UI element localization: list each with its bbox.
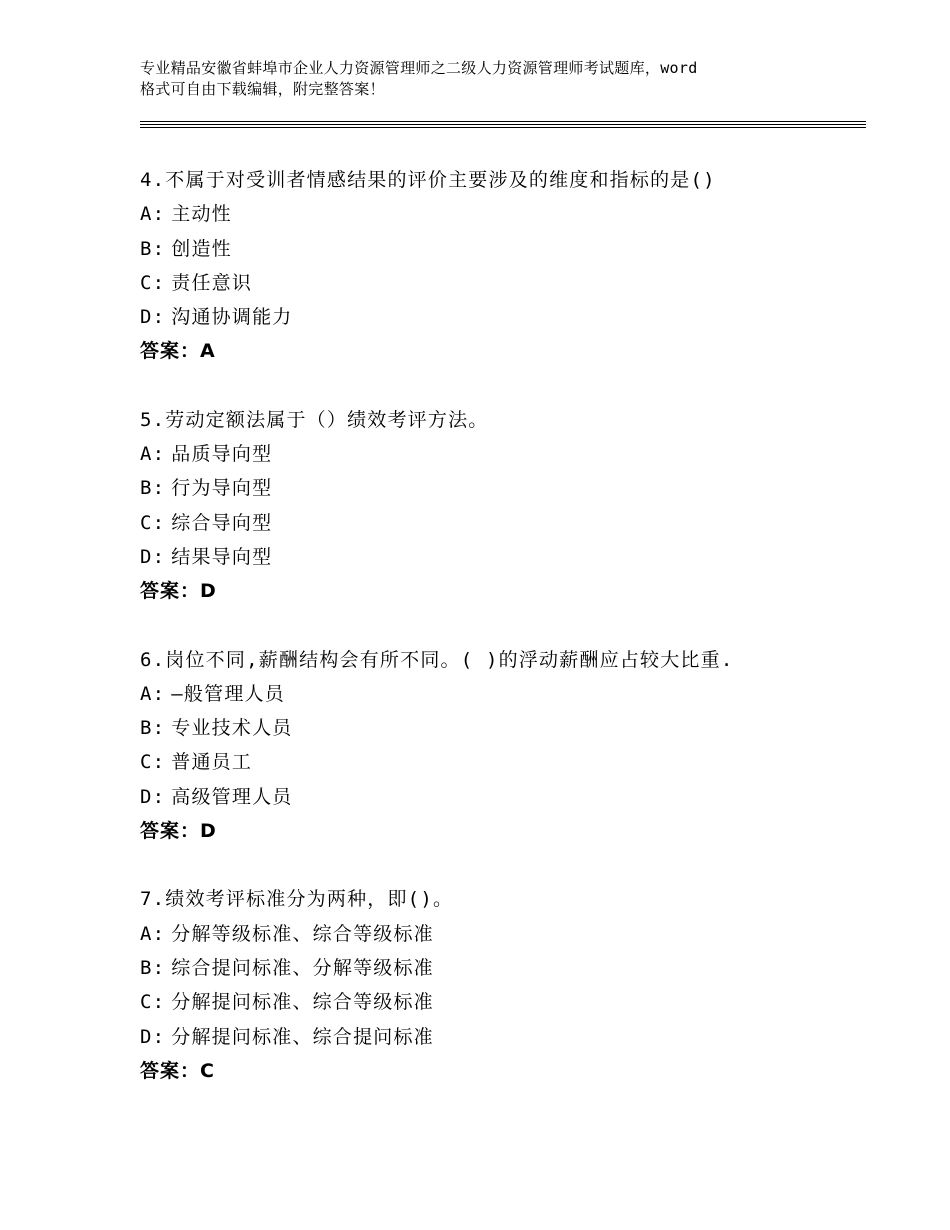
question-title: 5.劳动定额法属于（）绩效考评方法。 [140,408,489,431]
option-text: 普通员工 [171,751,253,774]
option-text: 行为导向型 [171,477,273,500]
option-separator: : [152,717,166,740]
header-divider-middle [140,124,866,125]
option-c [140,506,866,540]
option-separator: : [152,922,166,945]
option-letter: A [140,682,153,705]
option-b [140,711,866,745]
option-separator: : [152,545,166,568]
answer-value: C [200,1059,215,1082]
option-text: 创造性 [171,237,232,260]
option-d [140,300,866,334]
option-text: 分解提问标准、综合提问标准 [171,1025,434,1048]
option-text: 综合提问标准、分解等级标准 [171,956,434,979]
answer-value: D [200,580,217,603]
option-a [140,917,866,951]
answer-line [140,574,866,608]
option-separator: : [152,682,166,705]
option-separator: : [152,751,166,774]
option-c [140,266,866,300]
question-4 [140,163,866,369]
option-separator: : [152,271,166,294]
answer-label: 答案： [140,820,201,843]
option-d [140,780,866,814]
option-text: —般管理人员 [171,682,285,705]
option-text: 高级管理人员 [171,785,293,808]
question-5 [140,403,866,609]
option-separator: : [152,237,166,260]
option-a [140,677,866,711]
answer-label: 答案： [140,1059,201,1082]
answer-line [140,334,866,368]
option-separator: : [152,203,166,226]
question-title: 4.不属于对受训者情感结果的评价主要涉及的维度和指标的是() [140,169,716,191]
option-letter: B [140,237,153,260]
option-d [140,1020,866,1054]
option-separator: : [152,443,166,466]
question-title: 6.岗位不同,薪酬结构会有所不同。( )的浮动薪酬应占较大比重. [140,648,734,671]
header-line-1: 专业精品安徽省蚌埠市企业人力资源管理师之二级人力资源管理师考试题库，word [140,59,698,77]
option-b [140,471,866,505]
option-letter: A [140,203,153,226]
option-separator: : [152,956,166,979]
question-title: 7.绩效考评标准分为两种，即()。 [140,888,454,911]
option-text: 专业技术人员 [171,717,293,740]
question-6 [140,643,866,849]
option-letter: A [140,922,153,945]
option-text: 责任意识 [171,271,253,294]
question-list [140,163,866,1122]
option-text: 综合导向型 [171,511,273,534]
option-letter: C [140,511,153,534]
option-c [140,985,866,1019]
option-separator: : [152,1025,166,1048]
option-a [140,437,866,471]
option-text: 沟通协调能力 [171,306,293,329]
option-letter: D [140,1025,153,1048]
option-c [140,745,866,779]
option-b [140,232,866,266]
answer-line [140,814,866,848]
option-letter: C [140,751,153,774]
header-line-2: 格式可自由下载编辑，附完整答案！ [140,80,385,98]
document-header [140,58,840,100]
option-separator: : [152,511,166,534]
option-text: 分解提问标准、综合等级标准 [171,991,434,1014]
answer-label: 答案： [140,340,201,363]
option-text: 分解等级标准、综合等级标准 [171,922,434,945]
answer-line [140,1054,866,1088]
header-divider-top [140,121,866,122]
option-d [140,540,866,574]
answer-value: D [200,820,217,843]
option-letter: B [140,956,153,979]
option-text: 主动性 [171,203,232,226]
option-b [140,951,866,985]
option-separator: : [152,991,166,1014]
option-letter: D [140,785,153,808]
option-letter: B [140,477,153,500]
option-letter: B [140,717,153,740]
answer-value: A [200,340,216,363]
answer-label: 答案： [140,580,201,603]
option-a [140,197,866,231]
option-text: 结果导向型 [171,545,273,568]
option-letter: D [140,306,153,329]
option-letter: D [140,545,153,568]
option-letter: C [140,991,153,1014]
option-separator: : [152,477,166,500]
header-divider-bottom [140,127,866,128]
option-text: 品质导向型 [171,443,273,466]
option-letter: A [140,443,153,466]
option-separator: : [152,306,166,329]
option-letter: C [140,271,153,294]
question-7 [140,882,866,1088]
option-separator: : [152,785,166,808]
